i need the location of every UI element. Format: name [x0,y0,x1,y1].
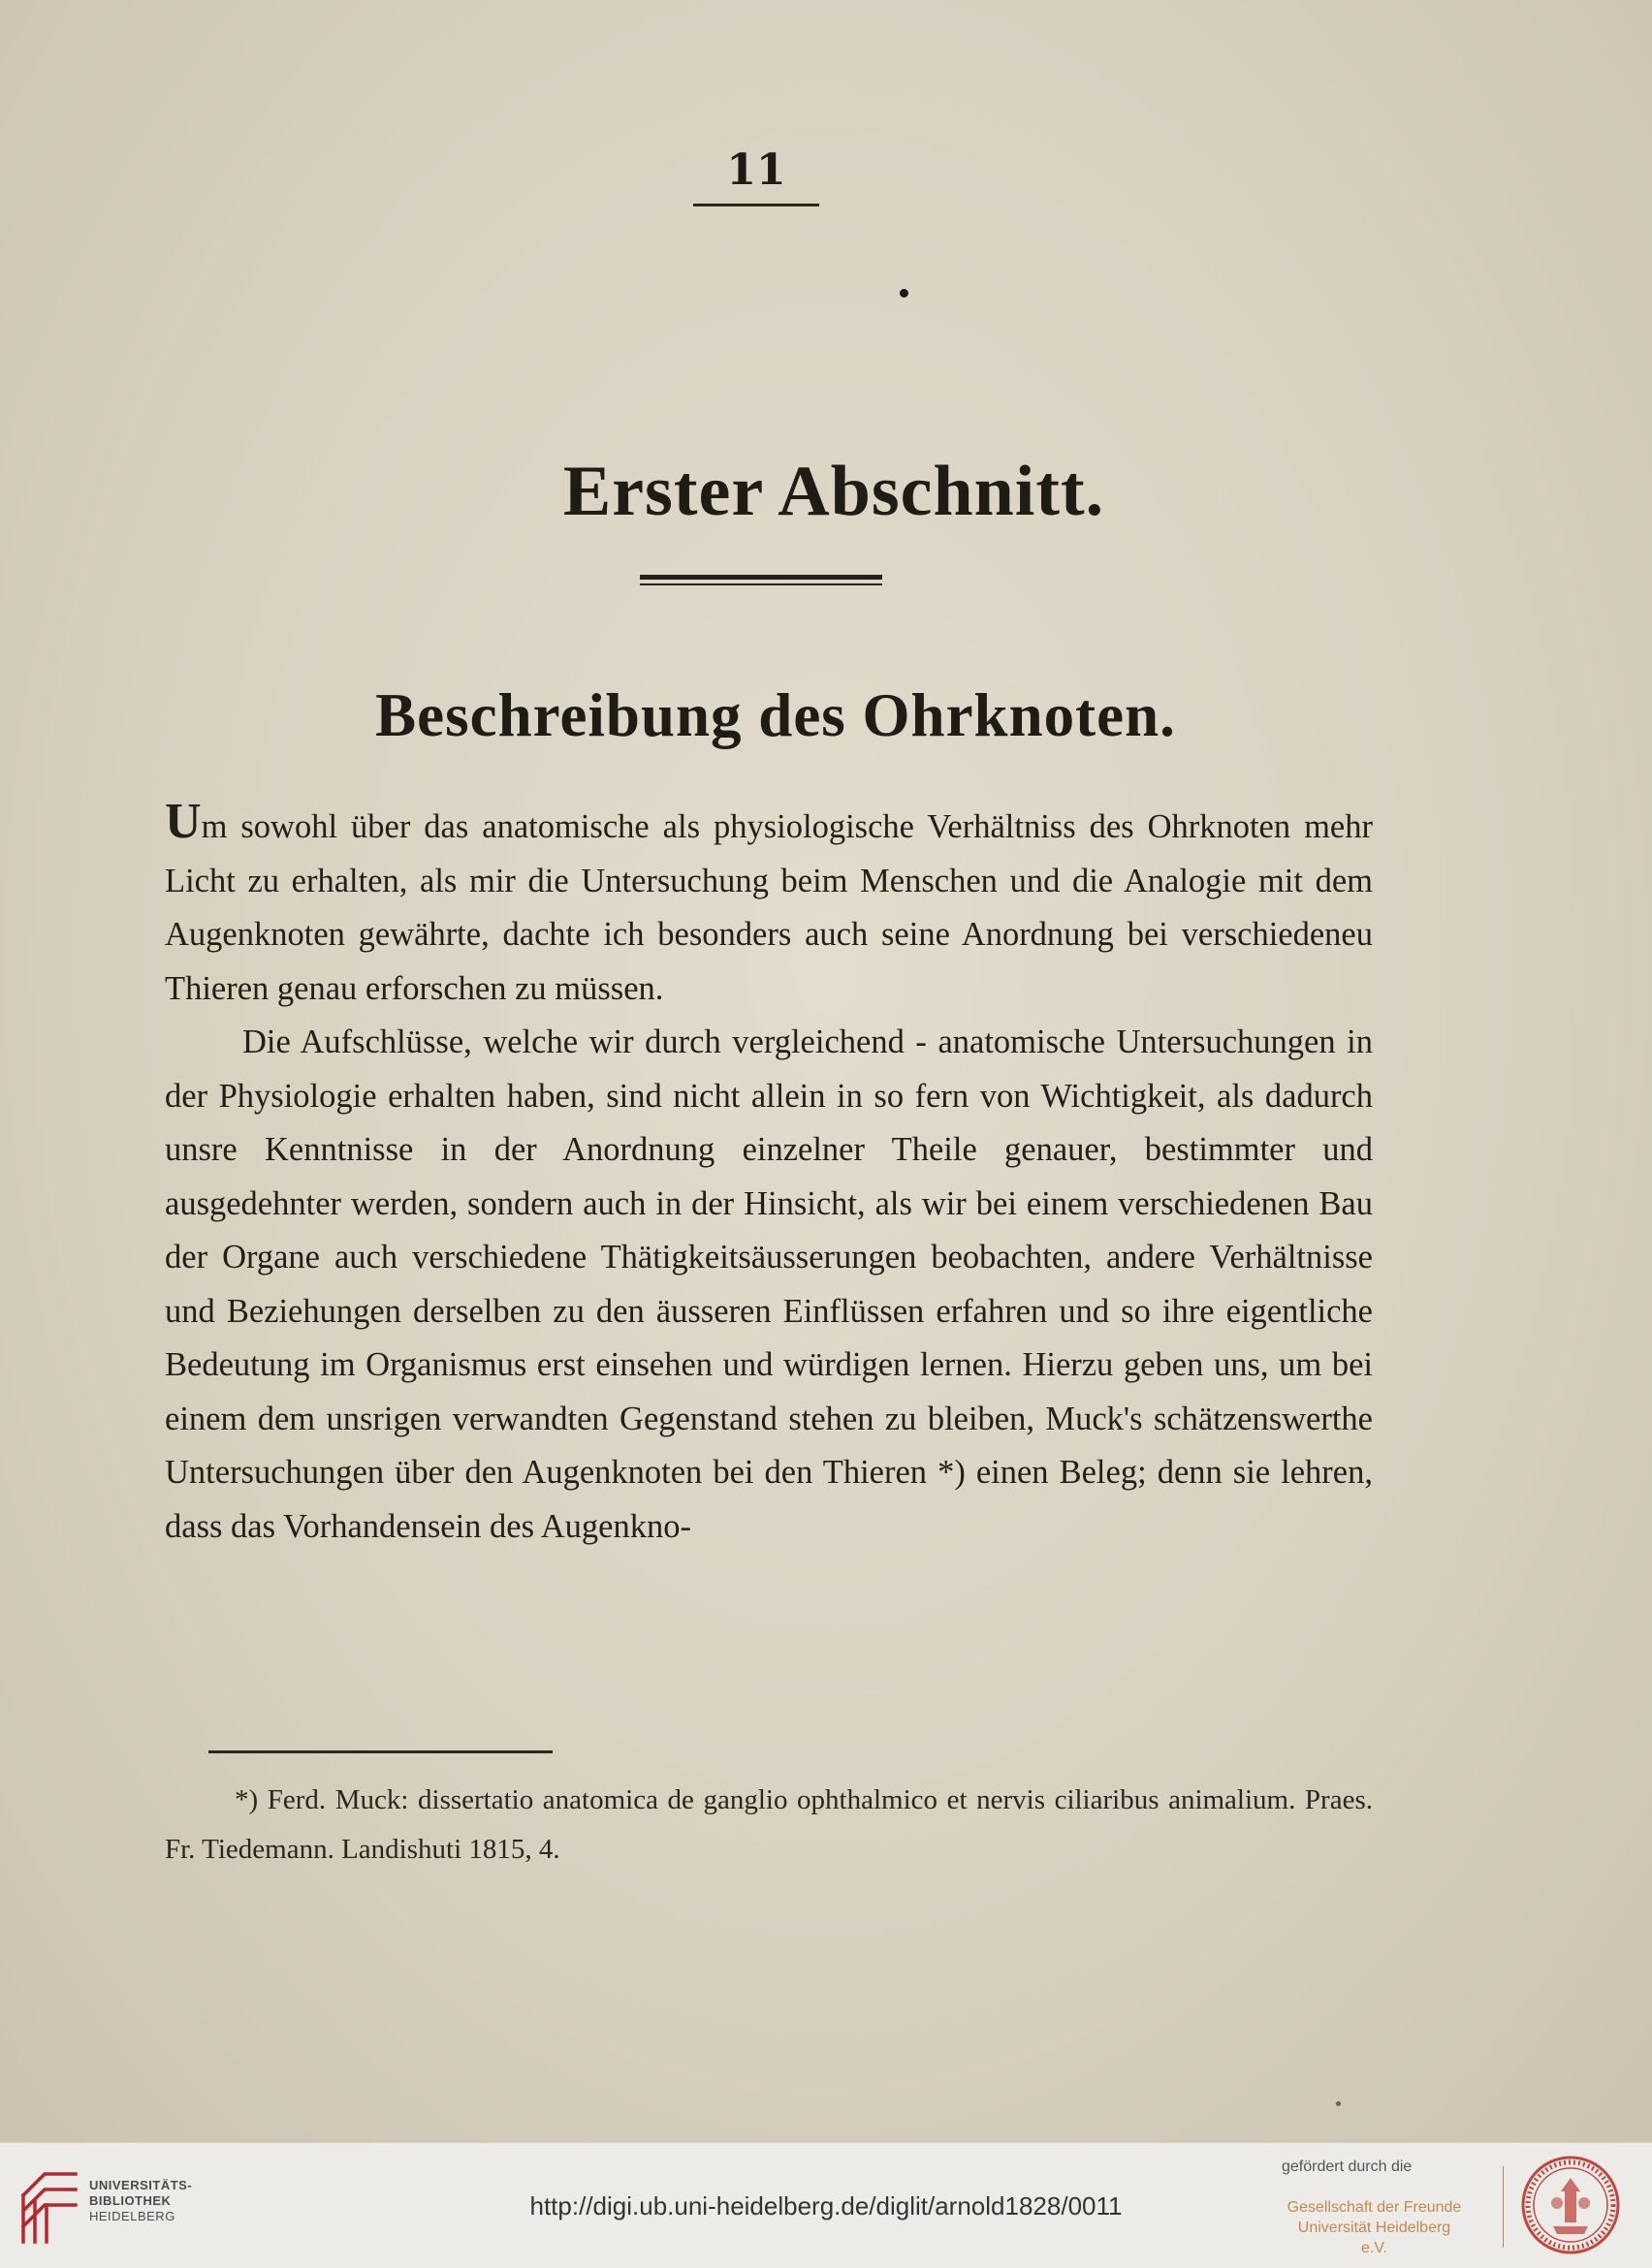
sponsor-name[interactable] [1285,2197,1464,2258]
sponsor-intro: gefördert durch die [1282,2158,1413,2175]
library-name-line1: UNIVERSITÄTS- [89,2178,193,2192]
sponsor-name-line2: Universität Heidelberg e.V. [1297,2220,1451,2256]
body-text [165,795,1373,1554]
library-name-line2: BIBLIOTHEK [89,2193,172,2208]
university-seal-icon [1520,2155,1621,2255]
ink-spot [900,289,908,298]
title-divider [640,575,882,585]
viewer-footer [0,2142,1652,2268]
chapter-title: Erster Abschnitt. [562,452,1105,531]
footnote-rule [208,1750,553,1753]
paragraph-2: Die Aufschlüsse, welche wir durch vergleichend - anatomische Untersuchungen in der Physiologie erhalten haben, sind nicht allein in so fern von Wichtigkeit, als dadurch unsre Kenntnisse in der Anordnung einzelner Theile genauer, bestimmter und ausgedehnter werden, sondern auch in der Hinsicht, als wir bei einem verschiedenen Bau der Organe auch verschiedene Thätigkeitsäusserungen beobachten, andere Verhältnisse und Beziehungen derselben zu den äusseren Einflüssen erfahren und so ihre eigentliche Bedeutung im Organismus erst einsehen und würdigen lernen. Hierzu geben uns, um bei einem dem unsrigen verwandten Gegenstand stehen zu bleiben, Muck's schätzenswerthe Untersuchungen über den Augenknoten bei den Thieren *) einen Beleg; denn sie lehren, dass das Vorhandensein des Augenkno- [165,1024,1373,1545]
sponsor-divider [1503,2166,1504,2248]
library-name-line3: HEIDELBERG [89,2209,175,2223]
permalink-url[interactable]: http://digi.ub.uni-heidelberg.de/diglit/arnold1828/0011 [529,2191,1123,2221]
page-number: 11 [726,145,786,195]
sponsor-name-line1: Gesellschaft der Freunde [1287,2199,1462,2216]
footnote: *) Ferd. Muck: dissertatio anatomica de ganglio ophthalmico et nervis ciliaribus animalium. Praes. Fr. Tiedemann. Landishuti 1815, 4. [165,1784,1373,1865]
section-title: Beschreibung des Ohrknoten. [375,681,1176,749]
page-number-rule [693,204,819,206]
ink-spot [1336,2101,1341,2106]
paragraph-1: Um sowohl über das anatomische als physiologische Verhältniss des Ohrknoten mehr Licht zu erhalten, als mir die Untersuchung beim Menschen und die Analogie mit dem Augenknoten gewährte, dachte ich besonders auch seine Anordnung bei verschiedeneu Thieren genau erforschen zu müssen. [165,794,1373,1007]
